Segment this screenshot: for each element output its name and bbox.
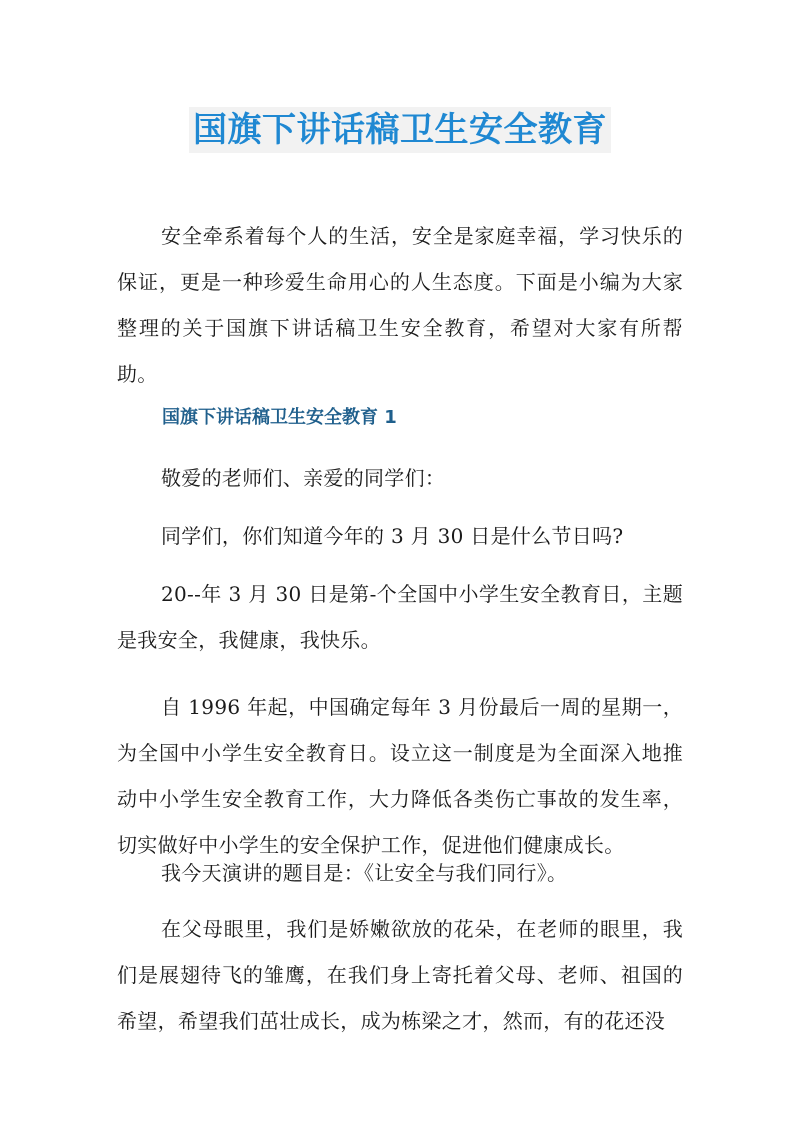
greeting-paragraph: 敬爱的老师们、亲爱的同学们： — [161, 466, 446, 490]
safety-day-paragraph: 20--年 3 月 30 日是第-个全国中小学生安全教育日，主题是我安全，我健康，我快乐。 — [117, 582, 683, 652]
paragraph-block — [117, 684, 683, 868]
paragraph-block — [117, 455, 683, 501]
intro-paragraph: 安全牵系着每个人的生活，安全是家庭幸福，学习快乐的保证，更是一种珍爱生命用心的人生态度。下面是小编为大家整理的关于国旗下讲话稿卫生安全教育，希望对大家有所帮助。 — [117, 224, 683, 386]
paragraph-block — [117, 906, 683, 1044]
title-container — [0, 107, 800, 153]
intro-paragraph-block — [117, 213, 683, 397]
document-title: 国旗下讲话稿卫生安全教育 — [189, 107, 611, 153]
paragraph-block — [117, 513, 683, 559]
section-heading: 国旗下讲话稿卫生安全教育 1 — [162, 407, 397, 428]
question-paragraph: 同学们，你们知道今年的 3 月 30 日是什么节日吗? — [161, 524, 624, 548]
paragraph-block — [117, 850, 683, 896]
paragraph-block — [117, 571, 683, 663]
topic-paragraph: 我今天演讲的题目是：《让安全与我们同行》。 — [161, 861, 568, 885]
parents-paragraph: 在父母眼里，我们是娇嫩欲放的花朵，在老师的眼里，我们是展翅待飞的雏鹰，在我们身上寄托着父母、老师、祖国的希望，希望我们茁壮成长，成为栋梁之才，然而，有的花还没 — [117, 917, 683, 1033]
history-paragraph: 自 1996 年起，中国确定每年 3 月份最后一周的星期一，为全国中小学生安全教育日。设立这一制度是为全面深入地推动中小学生安全教育工作，大力降低各类伤亡事故的发生率，切实做好中小学生的安全保护工作，促进他们健康成长。 — [117, 695, 683, 857]
